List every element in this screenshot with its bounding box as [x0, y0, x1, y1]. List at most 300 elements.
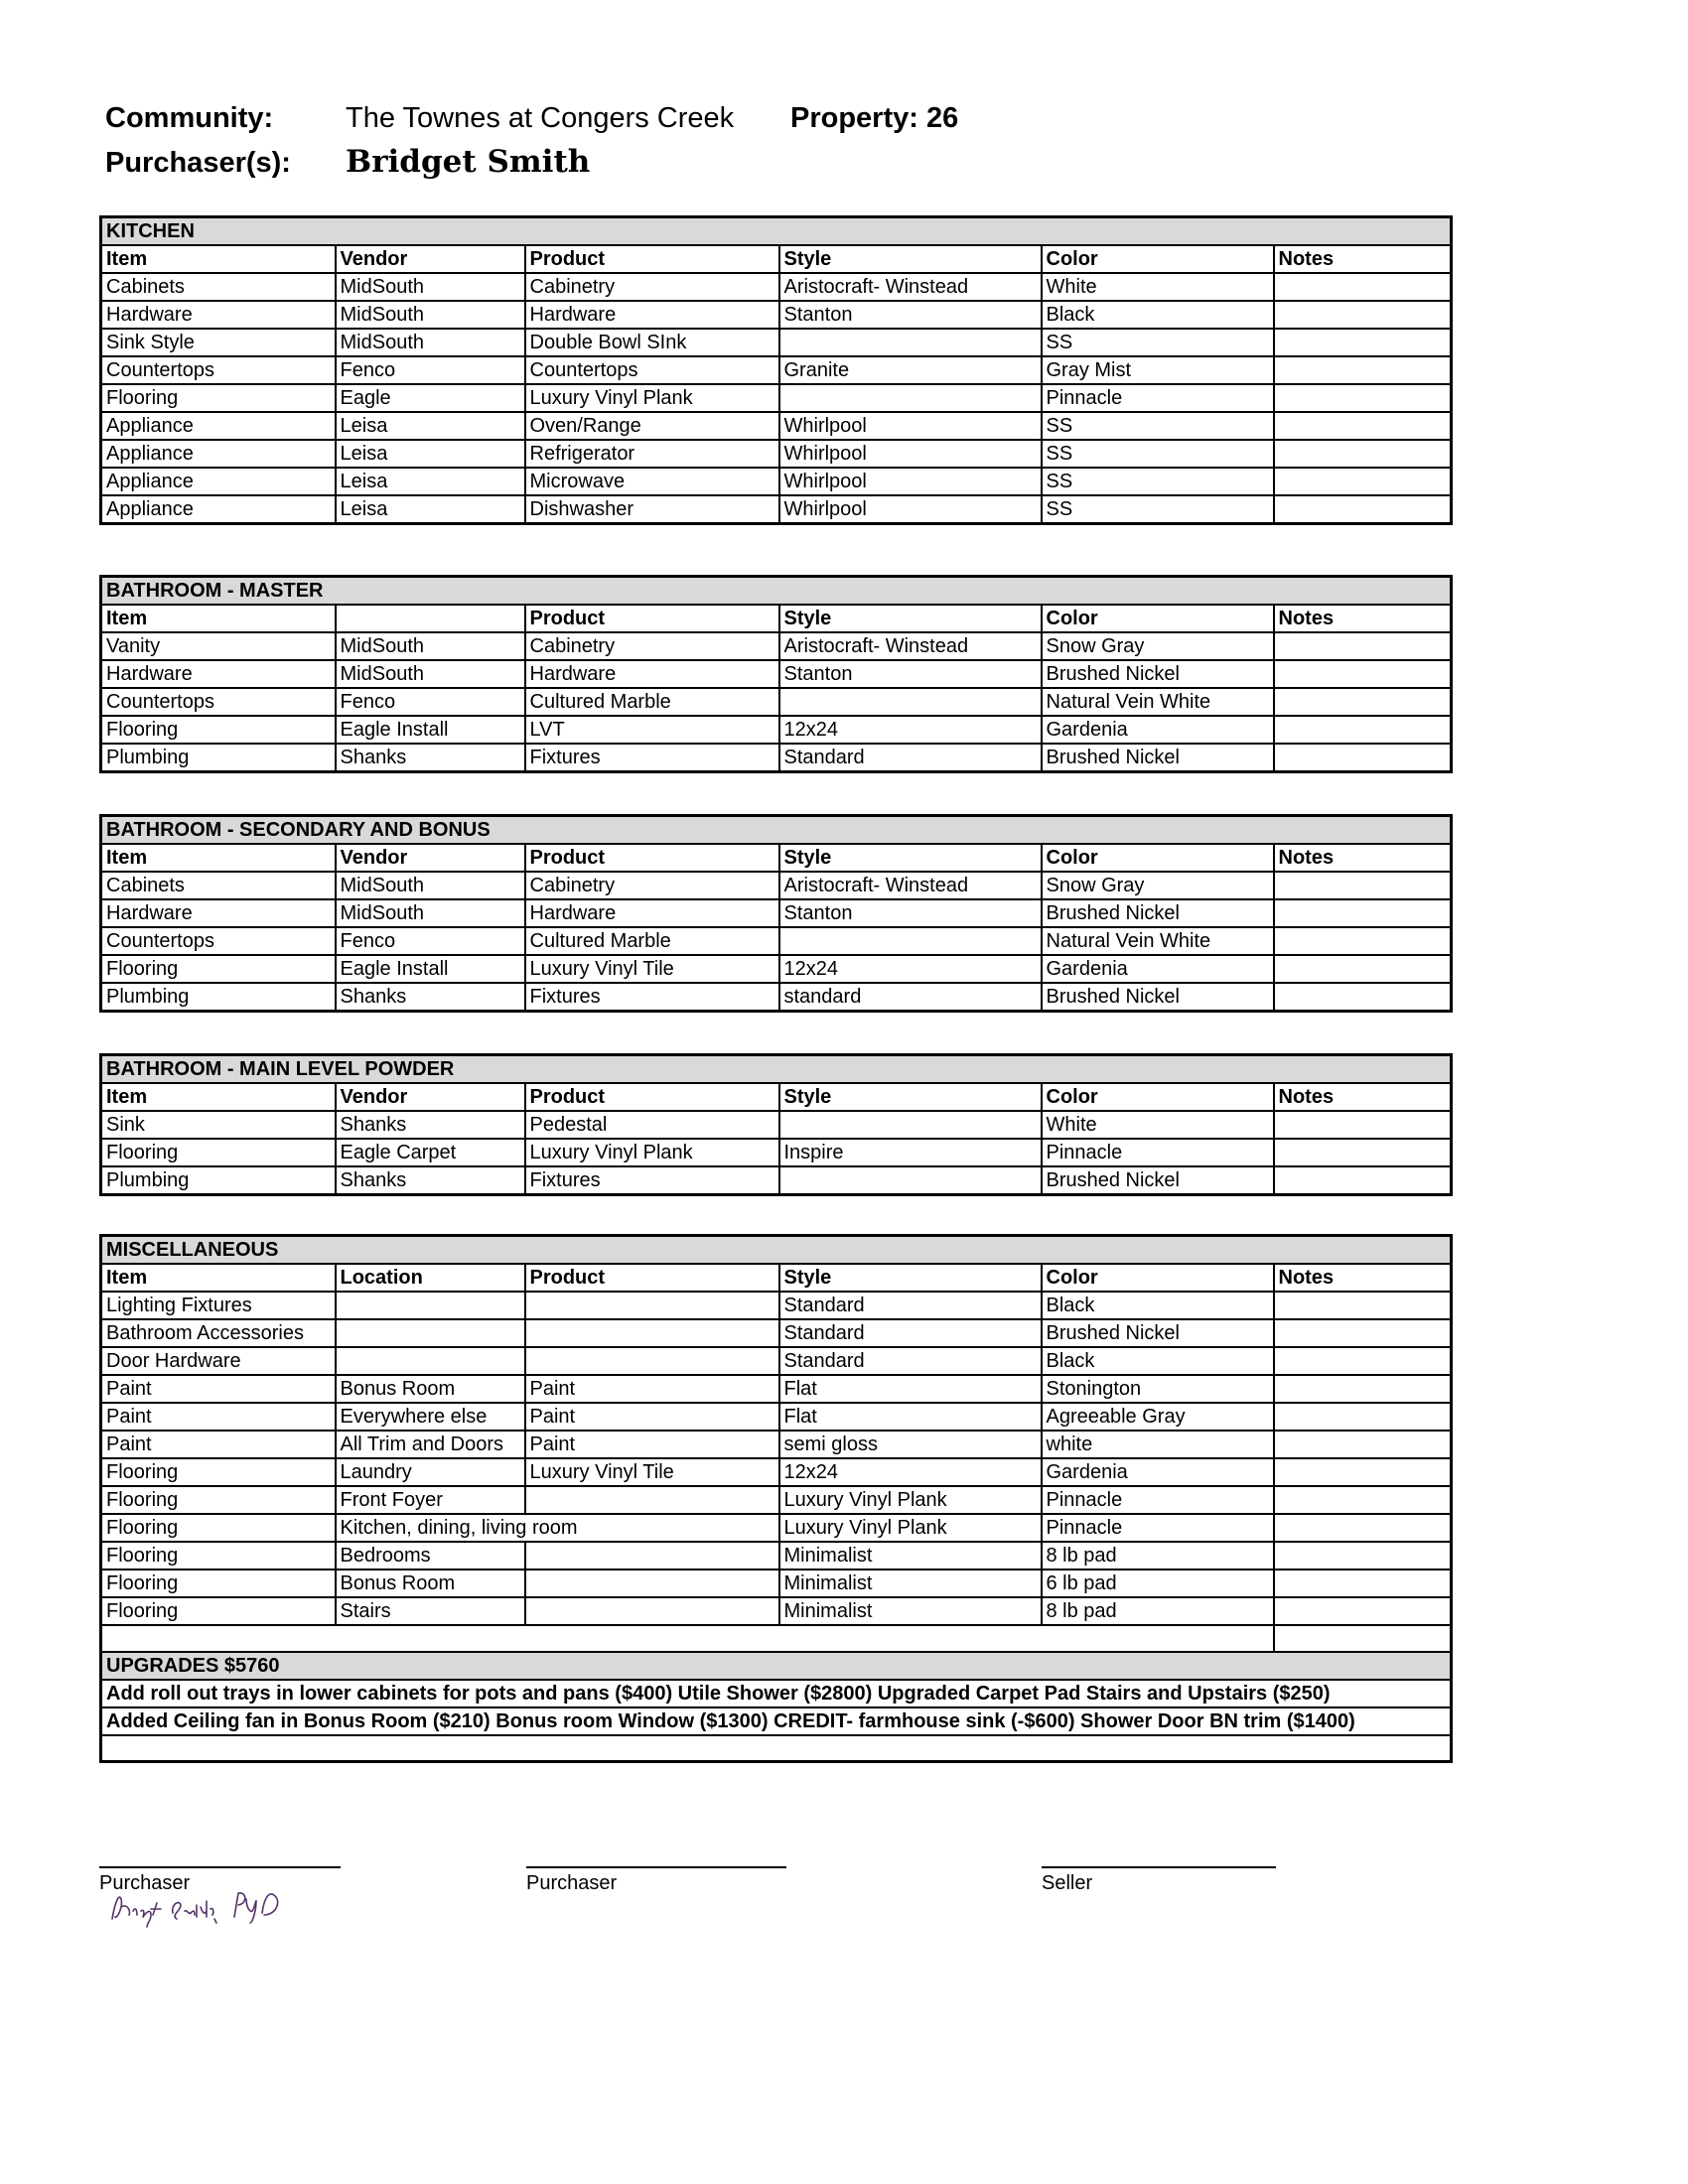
table-cell: MidSouth	[336, 632, 525, 660]
column-header: Notes	[1274, 1083, 1452, 1111]
table-cell: Flooring	[101, 1139, 336, 1166]
table-cell: Agreeable Gray	[1042, 1403, 1274, 1431]
table-cell: Stanton	[779, 899, 1042, 927]
table-cell: Countertops	[101, 356, 336, 384]
table-cell	[525, 1542, 779, 1570]
table-cell	[1274, 688, 1452, 716]
table-cell: Flooring	[101, 1486, 336, 1514]
table-cell	[779, 384, 1042, 412]
table-cell: Countertops	[101, 688, 336, 716]
table-cell: Hardware	[101, 301, 336, 329]
purchaser-row	[105, 144, 958, 186]
table-cell	[779, 1166, 1042, 1195]
table-cell: White	[1042, 1111, 1274, 1139]
table-cell	[1274, 1403, 1452, 1431]
table-cell: Flat	[779, 1403, 1042, 1431]
column-header	[336, 605, 525, 632]
table-cell: Brushed Nickel	[1042, 983, 1274, 1012]
table-cell: Standard	[779, 1319, 1042, 1347]
table-cell: Luxury Vinyl Plank	[525, 1139, 779, 1166]
column-header: Product	[525, 245, 779, 273]
section-title-row	[101, 217, 1452, 246]
table-row	[101, 1431, 1452, 1458]
bathroom-secondary-table-grid	[99, 814, 1453, 1013]
table-cell: Vanity	[101, 632, 336, 660]
table-cell	[1274, 983, 1452, 1012]
table-cell: Pinnacle	[1042, 1514, 1274, 1542]
table-cell	[1274, 356, 1452, 384]
table-row	[101, 660, 1452, 688]
column-header: Vendor	[336, 245, 525, 273]
column-header-row	[101, 605, 1452, 632]
table-cell: Gray Mist	[1042, 356, 1274, 384]
table-cell: Natural Vein White	[1042, 927, 1274, 955]
purchaser-label: Purchaser(s):	[105, 147, 291, 179]
table-cell: Fenco	[336, 356, 525, 384]
blank-cell	[101, 1625, 336, 1652]
table-cell: Countertops	[101, 927, 336, 955]
table-cell: white	[1042, 1431, 1274, 1458]
table-row	[101, 983, 1452, 1012]
upgrades-title: UPGRADES $5760	[101, 1652, 1452, 1680]
bathroom-powder-table-grid	[99, 1053, 1453, 1196]
table-cell	[336, 1347, 525, 1375]
column-header: Style	[779, 245, 1042, 273]
table-cell	[1274, 1139, 1452, 1166]
table-cell: Minimalist	[779, 1570, 1042, 1597]
table-cell: Oven/Range	[525, 412, 779, 440]
purchaser-signature-block-1	[99, 1866, 341, 1895]
table-cell: Leisa	[336, 468, 525, 495]
table-cell: Hardware	[101, 899, 336, 927]
table-cell: Brushed Nickel	[1042, 1319, 1274, 1347]
table-cell: Dishwasher	[525, 495, 779, 524]
table-cell: Snow Gray	[1042, 632, 1274, 660]
table-cell: Paint	[101, 1375, 336, 1403]
table-cell: Bonus Room	[336, 1570, 525, 1597]
column-header: Color	[1042, 844, 1274, 872]
table-cell: Luxury Vinyl Plank	[779, 1514, 1042, 1542]
column-header: Vendor	[336, 844, 525, 872]
section-title-row	[101, 577, 1452, 606]
table-cell	[1274, 273, 1452, 301]
table-cell: Leisa	[336, 495, 525, 524]
table-row	[101, 1319, 1452, 1347]
table-cell	[1274, 872, 1452, 899]
table-cell	[779, 927, 1042, 955]
table-cell	[1274, 1111, 1452, 1139]
property-number: Property: 26	[790, 102, 959, 134]
table-cell	[1274, 468, 1452, 495]
table-cell	[1274, 1292, 1452, 1319]
table-row	[101, 273, 1452, 301]
table-cell: Stanton	[779, 301, 1042, 329]
purchaser-label-1: Purchaser	[99, 1872, 191, 1894]
table-cell: Cabinetry	[525, 273, 779, 301]
blank-cell	[525, 1625, 779, 1652]
upgrades-title-row	[101, 1652, 1452, 1680]
section-title-row	[101, 1236, 1452, 1265]
table-cell: Standard	[779, 1292, 1042, 1319]
table-cell: Flooring	[101, 1514, 336, 1542]
table-cell: Minimalist	[779, 1597, 1042, 1625]
column-header-row	[101, 245, 1452, 273]
table-cell	[1274, 955, 1452, 983]
table-cell: Appliance	[101, 412, 336, 440]
section-title: BATHROOM - MAIN LEVEL POWDER	[101, 1055, 1452, 1084]
table-cell: Hardware	[525, 660, 779, 688]
bathroom-master-table	[99, 575, 1450, 773]
table-cell: Gardenia	[1042, 716, 1274, 744]
table-cell	[1274, 440, 1452, 468]
table-cell: 12x24	[779, 955, 1042, 983]
table-cell	[1274, 412, 1452, 440]
table-cell: Cabinets	[101, 872, 336, 899]
table-cell: Standard	[779, 1347, 1042, 1375]
table-cell: Leisa	[336, 440, 525, 468]
section-title: BATHROOM - SECONDARY AND BONUS	[101, 816, 1452, 845]
section-title-row	[101, 816, 1452, 845]
column-header: Product	[525, 605, 779, 632]
table-cell: Flooring	[101, 1542, 336, 1570]
table-cell: Cultured Marble	[525, 688, 779, 716]
table-cell: Eagle Carpet	[336, 1139, 525, 1166]
table-cell: Black	[1042, 1347, 1274, 1375]
table-cell: Paint	[525, 1403, 779, 1431]
blank-upgrade-line	[101, 1735, 1452, 1762]
table-cell: Hardware	[525, 301, 779, 329]
column-header-row	[101, 1083, 1452, 1111]
table-cell: Bathroom Accessories	[101, 1319, 336, 1347]
table-cell	[1274, 384, 1452, 412]
table-row	[101, 384, 1452, 412]
signature-line	[1042, 1866, 1276, 1868]
table-row	[101, 632, 1452, 660]
table-cell: Flooring	[101, 716, 336, 744]
table-cell: Plumbing	[101, 983, 336, 1012]
table-cell: Whirlpool	[779, 468, 1042, 495]
bathroom-secondary-table	[99, 814, 1450, 1013]
community-row	[105, 102, 958, 144]
table-cell: Black	[1042, 1292, 1274, 1319]
table-cell: Luxury Vinyl Tile	[525, 955, 779, 983]
upgrade-line-row	[101, 1735, 1452, 1762]
column-header: Notes	[1274, 844, 1452, 872]
table-cell: Leisa	[336, 412, 525, 440]
purchaser-signature-block-2	[526, 1866, 786, 1895]
table-cell: Brushed Nickel	[1042, 660, 1274, 688]
table-cell: Brushed Nickel	[1042, 899, 1274, 927]
table-cell: Pinnacle	[1042, 1486, 1274, 1514]
table-cell	[1274, 1166, 1452, 1195]
table-cell: Luxury Vinyl Plank	[779, 1486, 1042, 1514]
column-header: Product	[525, 1264, 779, 1292]
blank-cell	[779, 1625, 1042, 1652]
table-cell: Luxury Vinyl Plank	[525, 384, 779, 412]
table-cell: SS	[1042, 412, 1274, 440]
table-cell: Aristocraft- Winstead	[779, 632, 1042, 660]
table-cell: All Trim and Doors	[336, 1431, 525, 1458]
table-cell: SS	[1042, 440, 1274, 468]
column-header: Vendor	[336, 1083, 525, 1111]
bathroom-master-table-grid	[99, 575, 1453, 773]
column-header: Color	[1042, 605, 1274, 632]
table-cell: Sink Style	[101, 329, 336, 356]
column-header: Item	[101, 1264, 336, 1292]
table-cell	[1274, 1458, 1452, 1486]
table-cell	[1274, 744, 1452, 772]
section-title: BATHROOM - MASTER	[101, 577, 1452, 606]
table-cell: 6 lb pad	[1042, 1570, 1274, 1597]
purchaser-label-2: Purchaser	[526, 1872, 618, 1894]
table-cell: Bedrooms	[336, 1542, 525, 1570]
table-row	[101, 955, 1452, 983]
table-row	[101, 301, 1452, 329]
column-header-row	[101, 1264, 1452, 1292]
table-cell: Paint	[525, 1431, 779, 1458]
table-cell: Luxury Vinyl Tile	[525, 1458, 779, 1486]
table-cell: Minimalist	[779, 1542, 1042, 1570]
table-cell: Inspire	[779, 1139, 1042, 1166]
table-cell: SS	[1042, 468, 1274, 495]
community-label: Community:	[105, 102, 274, 134]
table-cell	[1274, 1542, 1452, 1570]
table-cell: semi gloss	[779, 1431, 1042, 1458]
table-cell: Stairs	[336, 1597, 525, 1625]
table-cell: Aristocraft- Winstead	[779, 273, 1042, 301]
table-row	[101, 688, 1452, 716]
column-header: Item	[101, 245, 336, 273]
table-cell: Shanks	[336, 1111, 525, 1139]
table-cell: MidSouth	[336, 872, 525, 899]
blank-cell	[336, 1625, 525, 1652]
table-cell	[1274, 1486, 1452, 1514]
table-cell: Whirlpool	[779, 412, 1042, 440]
miscellaneous-table-grid	[99, 1234, 1453, 1763]
kitchen-table-grid	[99, 215, 1453, 525]
table-row	[101, 744, 1452, 772]
table-cell: MidSouth	[336, 301, 525, 329]
table-cell: Fixtures	[525, 1166, 779, 1195]
table-cell: 12x24	[779, 1458, 1042, 1486]
table-cell: Kitchen, dining, living room	[336, 1514, 779, 1542]
column-header: Item	[101, 1083, 336, 1111]
column-header: Color	[1042, 245, 1274, 273]
table-cell	[525, 1347, 779, 1375]
upgrade-line-row	[101, 1707, 1452, 1735]
table-row	[101, 1514, 1452, 1542]
table-cell: Flooring	[101, 384, 336, 412]
table-cell: standard	[779, 983, 1042, 1012]
table-cell: Hardware	[525, 899, 779, 927]
table-cell	[1274, 1375, 1452, 1403]
community-value: The Townes at Congers Creek	[346, 102, 735, 134]
table-row	[101, 872, 1452, 899]
table-cell	[1274, 927, 1452, 955]
section-title: MISCELLANEOUS	[101, 1236, 1452, 1265]
table-cell	[779, 329, 1042, 356]
table-cell: Plumbing	[101, 1166, 336, 1195]
table-cell: Microwave	[525, 468, 779, 495]
column-header: Style	[779, 605, 1042, 632]
table-row	[101, 1292, 1452, 1319]
table-cell: Brushed Nickel	[1042, 1166, 1274, 1195]
table-cell: Fenco	[336, 927, 525, 955]
table-row	[101, 440, 1452, 468]
blank-row	[101, 1625, 1452, 1652]
table-cell	[1274, 632, 1452, 660]
table-cell: Laundry	[336, 1458, 525, 1486]
blank-cell	[1042, 1625, 1274, 1652]
table-cell: Sink	[101, 1111, 336, 1139]
table-cell: Brushed Nickel	[1042, 744, 1274, 772]
table-row	[101, 412, 1452, 440]
table-cell	[1274, 899, 1452, 927]
table-cell: Flat	[779, 1375, 1042, 1403]
section-title-row	[101, 1055, 1452, 1084]
column-header: Product	[525, 844, 779, 872]
kitchen-table	[99, 215, 1450, 525]
column-header: Notes	[1274, 245, 1452, 273]
table-row	[101, 1347, 1452, 1375]
table-cell	[1274, 1597, 1452, 1625]
column-header: Color	[1042, 1264, 1274, 1292]
table-cell: Lighting Fixtures	[101, 1292, 336, 1319]
table-cell: Gardenia	[1042, 955, 1274, 983]
table-cell: Eagle Install	[336, 955, 525, 983]
table-cell: LVT	[525, 716, 779, 744]
signature-line	[526, 1866, 786, 1868]
table-cell	[525, 1292, 779, 1319]
column-header: Location	[336, 1264, 525, 1292]
seller-signature-block	[1042, 1866, 1276, 1895]
table-row	[101, 899, 1452, 927]
table-cell: SS	[1042, 329, 1274, 356]
table-row	[101, 1375, 1452, 1403]
table-cell: Whirlpool	[779, 440, 1042, 468]
table-cell: Hardware	[101, 660, 336, 688]
table-row	[101, 468, 1452, 495]
table-cell	[525, 1319, 779, 1347]
table-cell: Appliance	[101, 495, 336, 524]
table-cell: Eagle	[336, 384, 525, 412]
table-cell: Granite	[779, 356, 1042, 384]
table-cell: Fixtures	[525, 983, 779, 1012]
table-cell: Cultured Marble	[525, 927, 779, 955]
table-cell: Pedestal	[525, 1111, 779, 1139]
table-row	[101, 329, 1452, 356]
column-header: Style	[779, 1083, 1042, 1111]
table-cell: 8 lb pad	[1042, 1542, 1274, 1570]
table-cell	[336, 1319, 525, 1347]
table-row	[101, 1597, 1452, 1625]
table-cell: Aristocraft- Winstead	[779, 872, 1042, 899]
table-cell: Black	[1042, 301, 1274, 329]
column-header: Item	[101, 844, 336, 872]
table-cell: Whirlpool	[779, 495, 1042, 524]
column-header: Item	[101, 605, 336, 632]
table-cell: Paint	[525, 1375, 779, 1403]
table-cell: Cabinetry	[525, 872, 779, 899]
table-cell: Gardenia	[1042, 1458, 1274, 1486]
column-header: Notes	[1274, 605, 1452, 632]
table-cell	[1274, 1514, 1452, 1542]
table-cell: Double Bowl SInk	[525, 329, 779, 356]
table-cell	[525, 1570, 779, 1597]
table-cell: White	[1042, 273, 1274, 301]
table-cell	[1274, 716, 1452, 744]
table-cell	[525, 1597, 779, 1625]
table-cell: Stanton	[779, 660, 1042, 688]
purchaser-name: Bridget Smith	[346, 144, 591, 180]
table-cell: Appliance	[101, 468, 336, 495]
table-row	[101, 1458, 1452, 1486]
column-header-row	[101, 844, 1452, 872]
table-row	[101, 495, 1452, 524]
table-cell: Flooring	[101, 1597, 336, 1625]
table-cell	[779, 1111, 1042, 1139]
table-row	[101, 1486, 1452, 1514]
column-header: Style	[779, 1264, 1042, 1292]
table-row	[101, 716, 1452, 744]
table-cell: Cabinets	[101, 273, 336, 301]
table-cell: Flooring	[101, 955, 336, 983]
table-cell	[1274, 329, 1452, 356]
table-cell: Everywhere else	[336, 1403, 525, 1431]
table-cell: Cabinetry	[525, 632, 779, 660]
table-cell	[779, 688, 1042, 716]
blank-cell	[1274, 1625, 1452, 1652]
table-cell: Pinnacle	[1042, 384, 1274, 412]
table-row	[101, 1139, 1452, 1166]
table-cell: Refrigerator	[525, 440, 779, 468]
table-cell: Shanks	[336, 983, 525, 1012]
column-header: Notes	[1274, 1264, 1452, 1292]
signature-line	[99, 1866, 341, 1868]
table-cell	[1274, 301, 1452, 329]
table-cell: Pinnacle	[1042, 1139, 1274, 1166]
column-header: Product	[525, 1083, 779, 1111]
table-cell: Fixtures	[525, 744, 779, 772]
table-cell: Shanks	[336, 1166, 525, 1195]
section-title: KITCHEN	[101, 217, 1452, 246]
table-cell: MidSouth	[336, 660, 525, 688]
seller-label: Seller	[1042, 1872, 1093, 1894]
table-cell: SS	[1042, 495, 1274, 524]
table-row	[101, 356, 1452, 384]
table-cell	[1274, 1570, 1452, 1597]
table-cell	[336, 1292, 525, 1319]
table-cell: Natural Vein White	[1042, 688, 1274, 716]
upgrade-line-row	[101, 1680, 1452, 1707]
table-cell: Fenco	[336, 688, 525, 716]
table-cell	[1274, 1347, 1452, 1375]
table-cell: Front Foyer	[336, 1486, 525, 1514]
table-cell: Door Hardware	[101, 1347, 336, 1375]
table-cell: Paint	[101, 1431, 336, 1458]
table-cell: Countertops	[525, 356, 779, 384]
column-header: Style	[779, 844, 1042, 872]
table-cell: Standard	[779, 744, 1042, 772]
table-row	[101, 1403, 1452, 1431]
table-row	[101, 927, 1452, 955]
table-cell: MidSouth	[336, 899, 525, 927]
table-cell: 8 lb pad	[1042, 1597, 1274, 1625]
table-cell: Snow Gray	[1042, 872, 1274, 899]
document-header	[105, 102, 958, 186]
column-header: Color	[1042, 1083, 1274, 1111]
table-cell: Appliance	[101, 440, 336, 468]
